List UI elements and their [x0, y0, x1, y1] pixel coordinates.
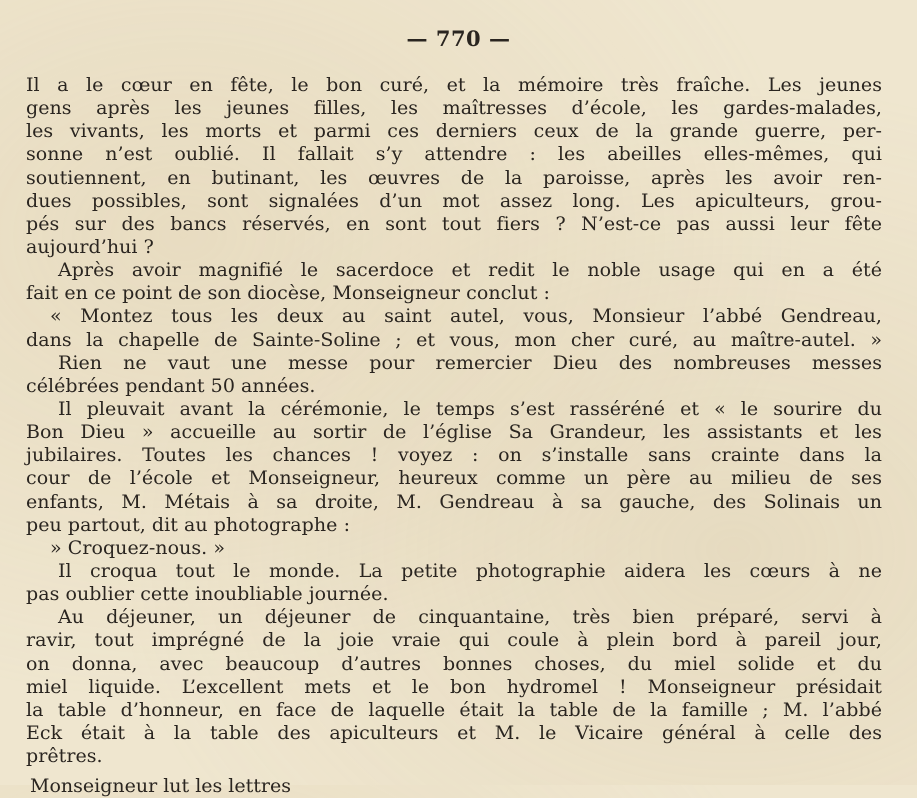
text-line: » Croquez-nous. »	[50, 536, 226, 559]
text-line: ravir, tout imprégné de la joie vraie qui coule à plein bord à pareil jour,	[26, 629, 882, 652]
page-number: — 770 —	[406, 26, 511, 51]
text-line: les vivants, les morts et parmi ces derniers ceux de la grande guerre, per-	[26, 120, 882, 143]
text-line: dans la chapelle de Sainte-Soline ; et vous, mon cher curé, au maître-autel. »	[26, 328, 882, 351]
text-line: « Montez tous les deux au saint autel, vous, Monsieur l’abbé Gendreau,	[50, 305, 882, 328]
text-line: Eck était à la table des apiculteurs et M. le Vicaire général à celle des	[26, 721, 882, 744]
text-line: pas oublier cette inoubliable journée.	[26, 583, 389, 606]
body-text	[26, 74, 882, 768]
text-line: fait en ce point de son diocèse, Monseigneur conclut :	[26, 282, 550, 305]
text-line: miel liquide. L’excellent mets et le bon hydromel ! Monseigneur présidait	[26, 675, 882, 698]
text-line: pés sur des bancs réservés, en sont tout fiers ? N’est-ce pas aussi leur fête	[26, 212, 882, 235]
cut-off-line-text: Monseigneur lut les lettres	[30, 775, 291, 797]
text-line: Au déjeuner, un déjeuner de cinquantaine, très bien préparé, servi à	[58, 606, 882, 629]
text-line: prêtres.	[26, 745, 103, 768]
text-line: sonne n’est oublié. Il fallait s’y attendre : les abeilles elles-mêmes, qui	[26, 143, 882, 166]
text-line: célébrées pendant 50 années.	[26, 374, 316, 397]
text-line: enfants, M. Métais à sa droite, M. Gendreau à sa gauche, des Solinais un	[26, 490, 882, 513]
text-line: soutiennent, en butinant, les œuvres de la paroisse, après les avoir ren-	[26, 166, 882, 189]
text-line: Il pleuvait avant la cérémonie, le temps s’est rasséréné et « le sourire du	[58, 397, 882, 420]
cut-off-line	[30, 775, 291, 797]
text-line: cour de l’école et Monseigneur, heureux comme un père au milieu de ses	[26, 467, 882, 490]
text-line: Il croqua tout le monde. La petite photographie aidera les cœurs à ne	[58, 559, 882, 582]
text-line: Après avoir magnifié le sacerdoce et redit le noble usage qui en a été	[58, 259, 882, 282]
text-line: dues possibles, sont signalées d’un mot assez long. Les apiculteurs, grou-	[26, 189, 882, 212]
text-line: peu partout, dit au photographe :	[26, 513, 351, 536]
text-line: Il a le cœur en fête, le bon curé, et la mémoire très fraîche. Les jeunes	[26, 74, 882, 96]
text-line: la table d’honneur, en face de laquelle était la table de la famille ; M. l’abbé	[26, 698, 882, 721]
text-line: on donna, avec beaucoup d’autres bonnes choses, du miel solide et du	[26, 652, 882, 675]
text-line: aujourd’hui ?	[26, 235, 154, 258]
text-line: gens après les jeunes filles, les maîtresses d’école, les gardes-malades,	[26, 97, 882, 120]
text-line: Rien ne vaut une messe pour remercier Dieu des nombreuses messes	[58, 351, 882, 374]
text-line: Bon Dieu » accueille au sortir de l’église Sa Grandeur, les assistants et les	[26, 421, 882, 444]
text-line: jubilaires. Toutes les chances ! voyez : on s’installe sans crainte dans la	[26, 444, 882, 467]
